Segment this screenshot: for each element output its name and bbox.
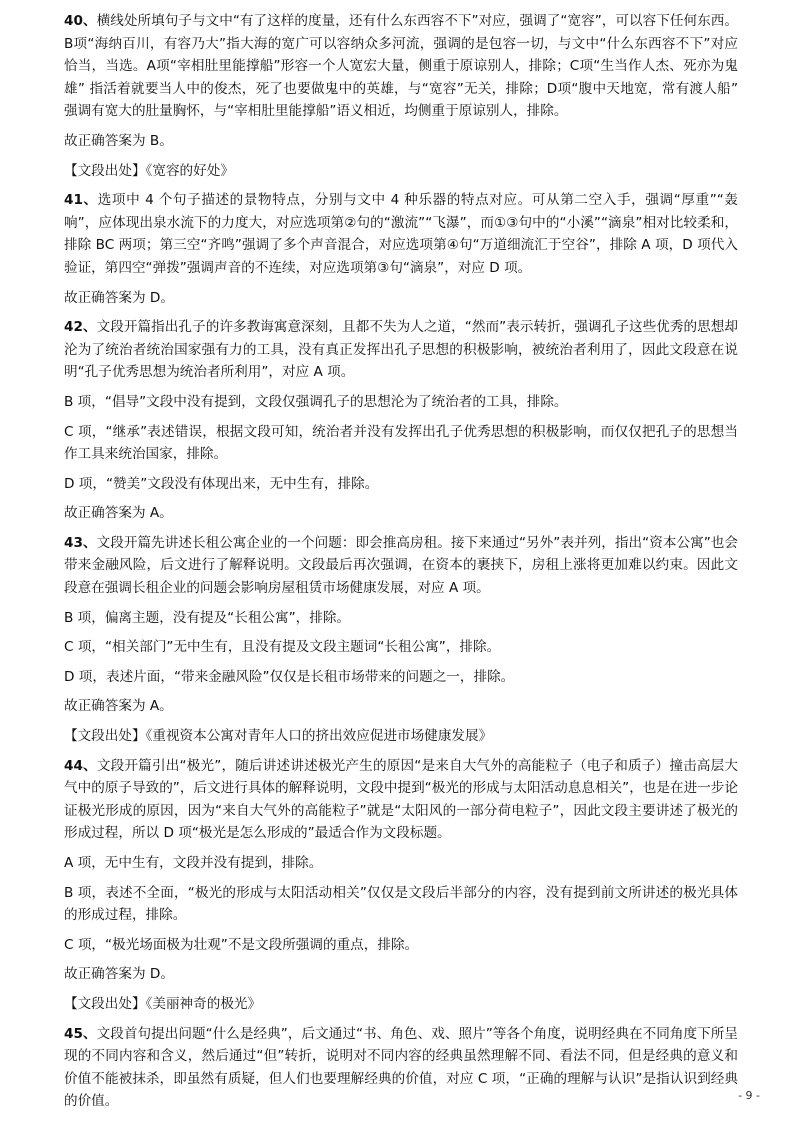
question-45-explanation: [64, 1023, 738, 1113]
source-line: 【文段出处】《美丽神奇的极光》: [64, 995, 262, 1012]
source-line: 【文段出处】《重视资本公寓对青年人口的挤出效应促进市场健康发展》: [64, 728, 493, 745]
option-c-analysis: C 项，“相关部门”无中生有，且没有提及文段主题词“长租公寓”，排除。: [64, 639, 501, 656]
question-number: 41、: [64, 192, 98, 209]
answer-line: 故正确答案为 A。: [64, 505, 173, 522]
question-number: 45、: [64, 1025, 97, 1042]
question-number: 42、: [64, 319, 97, 336]
option-b-analysis: B 项，表述不全面，“极光的形成与太阳活动相关”仅仅是文段后半部分的内容，没有提到前文所讲述的极光具体的形成过程，排除。: [64, 884, 738, 924]
question-number: 43、: [64, 534, 97, 551]
question-43-explanation: [64, 532, 738, 600]
question-number: 44、: [64, 757, 97, 774]
question-text: 文段开篇先讲述长租公寓企业的一个问题：即会推高房租。接下来通过“另外”表并列，指出“资本公寓”也会带来金融风险，后文进行了解释说明。文段最后再次强调，在资本的裹挟下，房租上涨将更加难以约束。因此文段意在强调长租企业的问题会影响房屋租赁市场健康发展，对应 A 项。: [64, 534, 738, 597]
answer-line: 故正确答案为 B。: [64, 132, 173, 149]
answer-line: 故正确答案为 D。: [64, 289, 174, 306]
option-b-analysis: B 项，“倡导”文段中没有提到，文段仅强调孔子的思想沦为了统治者的工具，排除。: [64, 393, 568, 410]
option-d-analysis: D 项，表述片面，“带来金融风险”仅仅是长租市场带来的问题之一，排除。: [64, 668, 515, 685]
page-number: - 9 -: [738, 1089, 760, 1102]
question-text: 横线处所填句子与文中“有了这样的度量，还有什么东西容不下”对应，强调了“宽容”，可以容下任何东西。B项“海纳百川，有容乃大”指大海的宽广可以容纳众多河流，强调的是包容一切，与文中“什么东西容不下”对应恰当，当选。A项“宰相肚里能撑船”形容一个人宽宏大量，侧重于原谅别人，排除；C项“生当作人杰、死亦为鬼雄” 指活着就要当人中的俊杰，死了也要做鬼中的英雄，与“宽容”无关，排除；D项“腹中天地宽，常有渡人船” 强调有宽大的肚量胸怀，与“宰相肚里能撑船”语义相近，均侧重于原谅别人，排除。: [64, 13, 738, 120]
question-41-explanation: [64, 189, 738, 279]
question-text: 文段开篇引出“极光”，随后讲述讲述极光产生的原因“是来自大气外的高能粒子（电子和质子）撞击高层大气中的原子导致的”，后文进行具体的解释说明，文段中提到“极光的形成与太阳活动息息相关”，也是在进一步论证极光形成的原因，因为“来自大气外的高能粒子”就是“太阳风的一部分荷电粒子”，因此文段主要讲述了极光的形成过程，所以 D 项“极光是怎么形成的”最适合作为文段标题。: [64, 757, 739, 842]
question-44-explanation: [64, 755, 738, 845]
source-line: 【文段出处】《宽容的好处》: [64, 162, 234, 179]
answer-line: 故正确答案为 A。: [64, 698, 173, 715]
option-a-analysis: A 项，无中生有，文段并没有提到，排除。: [64, 855, 323, 871]
question-text: 文段开篇指出孔子的许多教诲寓意深刻，且都不失为人之道，“然而”表示转折，强调孔子这些优秀的思想却沦为了统治者统治国家强有力的工具，没有真正发挥出孔子思想的积极影响，被统治者利用了，因此文段意在说明“孔子优秀思想为统治者所利用”，对应 A 项。: [64, 319, 738, 381]
question-number: 40、: [64, 13, 97, 29]
question-42-explanation: [64, 316, 738, 384]
option-b-analysis: B 项，偏离主题，没有提及“长租公寓”，排除。: [64, 609, 351, 626]
answer-line: 故正确答案为 D。: [64, 966, 174, 983]
option-d-analysis: D 项，“赞美”文段没有体现出来，无中生有，排除。: [64, 475, 379, 492]
option-c-analysis: C 项，“继承”表述错误，根据文段可知，统治者并没有发挥出孔子优秀思想的积极影响，而仅仅把孔子的思想当作工具来统治国家，排除。: [64, 423, 738, 463]
option-c-analysis: C 项，“极光场面极为壮观”不是文段所强调的重点，排除。: [64, 936, 419, 953]
question-text: 文段首句提出问题“什么是经典”，后文通过“书、角色、戏、照片”等各个角度，说明经典在不同角度下所呈现的不同内容和含义，然后通过“但”转折，说明对不同内容的经典虽然理解不同、看法不同，但是经典的意义和价值不能被抹杀，即虽然有质疑，但人们也要理解经典的价值，对应 C 项，“正确的理解与认识”是指认识到经典的价值。: [64, 1025, 738, 1110]
question-40-explanation: [64, 10, 738, 123]
question-text: 选项中 4 个句子描述的景物特点，分别与文中 4 种乐器的特点对应。可从第二空入手，强调“厚重”“轰响”，应体现出泉水流下的力度大，对应选项第②句的“激流”“飞瀑”，而①③句中的“小溪”“滴泉”相对比较柔和，排除 BC 两项；第三空“齐鸣”强调了多个声音混合，对应选项第④句“万道细流汇于空谷”，排除 A 项，D 项代入验证，第四空“弹拨”强调声音的不连续，对应选项第③句“滴泉”，对应 D 项。: [64, 192, 738, 276]
